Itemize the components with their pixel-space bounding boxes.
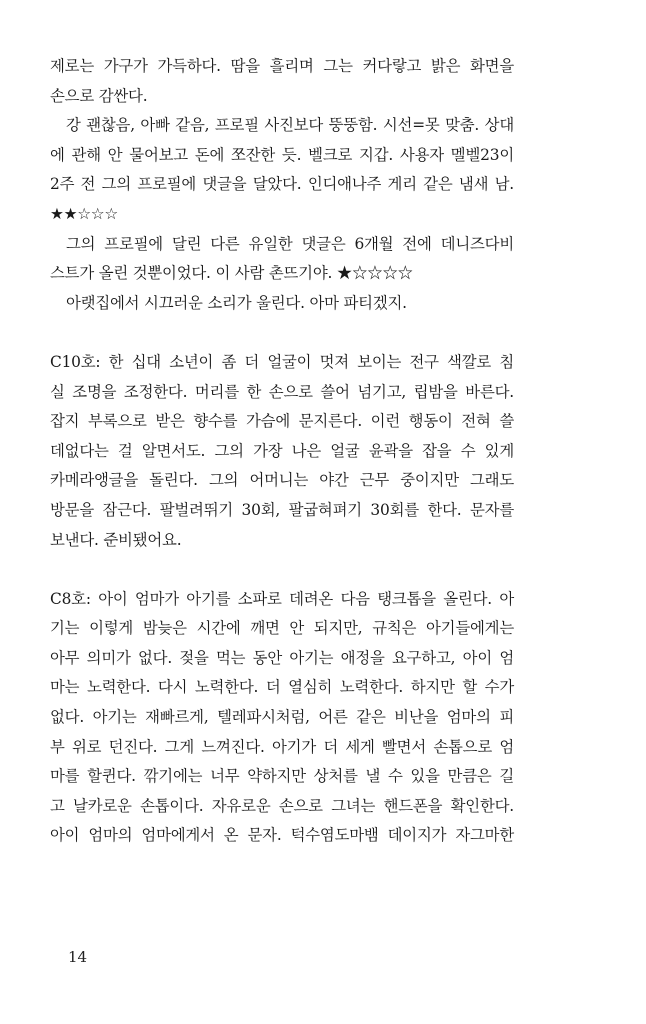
- text-line: 손으로 감싼다.: [50, 86, 148, 105]
- text-line: 마를 할퀸다. 깎기에는 너무 약하지만 상처를 낼 수 있을 만큼은 길: [50, 767, 514, 786]
- text-line: 방문을 잠근다. 팔벌려뛰기 30회, 팔굽혀펴기 30회를 한다. 문자를: [50, 500, 514, 519]
- text-line: 없다. 아기는 재빠르게, 텔레파시처럼, 어른 같은 비난을 엄마의 피: [50, 708, 514, 727]
- text-line: 실 조명을 조정한다. 머리를 한 손으로 쓸어 넘기고, 립밤을 바른다.: [50, 382, 514, 401]
- paragraph: [50, 111, 514, 229]
- text-line: 스트가 올린 것뿐이었다. 이 사람 촌뜨기야. ★☆☆☆☆: [50, 264, 413, 283]
- text-line: 고 날카로운 손톱이다. 자유로운 손으로 그녀는 핸드폰을 확인한다.: [50, 796, 514, 815]
- text-line: 데없다는 걸 알면서도. 그의 가장 나은 얼굴 윤곽을 잡을 수 있게: [50, 441, 514, 460]
- text-line: 잡지 부록으로 받은 향수를 가슴에 문지른다. 이런 행동이 전혀 쓸: [50, 412, 514, 431]
- section-gap: [50, 555, 514, 585]
- paragraph: [50, 52, 514, 111]
- section-gap: [50, 318, 514, 348]
- text-line: 카메라앵글을 돌린다. 그의 어머니는 야간 근무 중이지만 그래도: [50, 471, 514, 490]
- paragraph: [50, 348, 514, 555]
- text-line: 에 관해 안 물어보고 돈에 쪼잔한 듯. 벨크로 지갑. 사용자 멜벨23이: [50, 145, 514, 164]
- text-line: 2주 전 그의 프로필에 댓글을 달았다. 인디애나주 게리 같은 냄새 남.: [50, 175, 514, 194]
- text-line: 보낸다. 준비됐어요.: [50, 530, 182, 549]
- text-line: 아무 의미가 없다. 젖을 먹는 동안 아기는 애정을 요구하고, 아이 엄: [50, 648, 514, 667]
- paragraph: [50, 230, 514, 289]
- book-page-body: [50, 52, 514, 851]
- paragraph: [50, 289, 514, 319]
- text-line: 부 위로 던진다. 그게 느껴진다. 아기가 더 세게 빨면서 손톱으로 엄: [50, 737, 514, 756]
- text-line: 아랫집에서 시끄러운 소리가 울린다. 아마 파티겠지.: [66, 293, 407, 312]
- text-line: 마는 노력한다. 다시 노력한다. 더 열심히 노력한다. 하지만 할 수가: [50, 678, 514, 697]
- paragraph: [50, 585, 514, 851]
- text-line: 제로는 가구가 가득하다. 땀을 흘리며 그는 커다랗고 밝은 화면을: [50, 57, 514, 75]
- text-line: 기는 이렇게 밤늦은 시간에 깨면 안 되지만, 규칙은 아기들에게는: [50, 619, 514, 638]
- text-line: 강 괜찮음, 아빠 같음, 프로필 사진보다 뚱뚱함. 시선=못 맞춤. 상대: [66, 116, 514, 135]
- page-number: 14: [68, 948, 88, 966]
- text-line: 아이 엄마의 엄마에게서 온 문자. 턱수염도마뱀 데이지가 자그마한: [50, 826, 514, 845]
- text-line: C10호: 한 십대 소년이 좀 더 얼굴이 멋져 보이는 전구 색깔로 침: [50, 352, 514, 371]
- text-line: C8호: 아이 엄마가 아기를 소파로 데려온 다음 탱크톱을 올린다. 아: [50, 589, 514, 608]
- text-line: 그의 프로필에 달린 다른 유일한 댓글은 6개월 전에 데니즈다비: [66, 234, 514, 253]
- star-rating-line: ★★☆☆☆: [50, 204, 118, 223]
